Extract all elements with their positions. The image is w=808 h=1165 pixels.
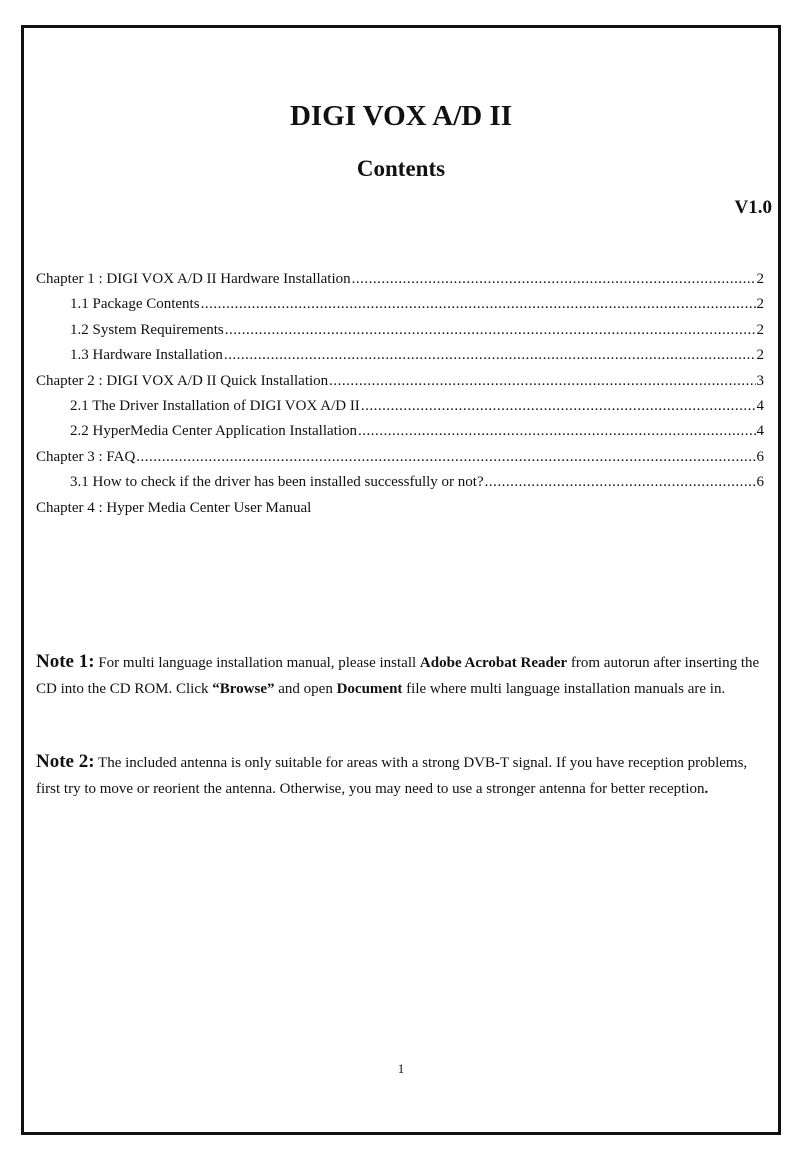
note-2-text: The included antenna is only suitable for areas with a strong DVB-T signal. If you have reception problems, first try to move or reorient the antenna. Otherwise, you may need to use a stronger antenna for better reception bbox=[36, 755, 748, 797]
toc-entry-label: 2.2 HyperMedia Center Application Installation bbox=[70, 423, 358, 440]
toc-leader-dots bbox=[136, 449, 755, 466]
note-2-heading: Note 2: bbox=[36, 751, 95, 772]
toc-leader-dots bbox=[224, 347, 756, 364]
toc-entry-label: 2.1 The Driver Installation of DIGI VOX A/D II bbox=[70, 397, 360, 414]
toc-entry-page: 3 bbox=[756, 372, 764, 389]
note-2-bold-period: . bbox=[704, 780, 709, 797]
note-1-text: file where multi language installation manuals are in. bbox=[402, 680, 726, 697]
toc-entry-2-1[interactable] bbox=[36, 398, 764, 423]
version-label: V1.0 bbox=[734, 197, 772, 218]
toc-leader-dots bbox=[485, 474, 756, 491]
toc-leader-dots bbox=[352, 271, 756, 288]
note-1-bold-browse: “Browse” bbox=[212, 680, 275, 697]
toc-entry-label: Chapter 3 : FAQ bbox=[36, 448, 136, 465]
toc-entry-2-2[interactable] bbox=[36, 423, 764, 448]
toc-entry-label: Chapter 1 : DIGI VOX A/D II Hardware Installation bbox=[36, 271, 351, 287]
page-frame bbox=[21, 25, 781, 1135]
note-1-heading: Note 1: bbox=[36, 651, 95, 672]
toc-entry-page: 4 bbox=[756, 397, 764, 414]
note-1-text: For multi language installation manual, please install bbox=[94, 655, 420, 671]
toc-entry-page: 4 bbox=[756, 423, 764, 440]
table-of-contents bbox=[36, 271, 764, 525]
toc-entry-label: 1.2 System Requirements bbox=[70, 321, 224, 338]
toc-entry-page: 2 bbox=[756, 321, 764, 338]
toc-entry-chapter-3[interactable] bbox=[36, 449, 764, 474]
toc-entry-page: 2 bbox=[756, 296, 764, 313]
note-1-text: from autorun after inserting the CD into the CD ROM. Click bbox=[36, 655, 760, 697]
note-1-bold-document: Document bbox=[336, 680, 403, 697]
toc-entry-1-1[interactable] bbox=[36, 296, 764, 321]
toc-entry-page: 6 bbox=[756, 474, 764, 491]
toc-entry-chapter-2[interactable] bbox=[36, 373, 764, 398]
toc-entry-page: 2 bbox=[756, 271, 764, 287]
toc-entry-label: 1.3 Hardware Installation bbox=[70, 347, 223, 364]
toc-entry-1-2[interactable] bbox=[36, 322, 764, 347]
document-title: DIGI VOX A/D II bbox=[289, 100, 513, 132]
toc-leader-dots bbox=[358, 423, 755, 440]
toc-entry-label: 1.1 Package Contents bbox=[70, 296, 200, 313]
toc-entry-chapter-1[interactable] bbox=[36, 271, 764, 296]
note-1-bold-acrobat: Adobe Acrobat Reader bbox=[419, 655, 568, 671]
toc-entry-label: 3.1 How to check if the driver has been installed successfully or not? bbox=[70, 474, 484, 491]
toc-leader-dots bbox=[225, 322, 756, 339]
note-1 bbox=[36, 649, 764, 702]
toc-entry-1-3[interactable] bbox=[36, 347, 764, 372]
toc-leader-dots bbox=[329, 373, 755, 390]
toc-entry-page: 2 bbox=[756, 347, 764, 364]
toc-leader-dots bbox=[361, 398, 756, 415]
note-2 bbox=[36, 749, 764, 802]
contents-heading: Contents bbox=[356, 156, 446, 181]
toc-entry-3-1[interactable] bbox=[36, 474, 764, 499]
note-1-text: and open bbox=[274, 680, 337, 697]
toc-entry-label: Chapter 4 : Hyper Media Center User Manual bbox=[36, 499, 312, 516]
page-number: 1 bbox=[397, 1061, 405, 1076]
toc-entry-chapter-4[interactable] bbox=[36, 500, 764, 525]
toc-leader-dots bbox=[201, 296, 756, 313]
toc-entry-label: Chapter 2 : DIGI VOX A/D II Quick Installation bbox=[36, 372, 329, 389]
toc-entry-page: 6 bbox=[756, 448, 764, 465]
